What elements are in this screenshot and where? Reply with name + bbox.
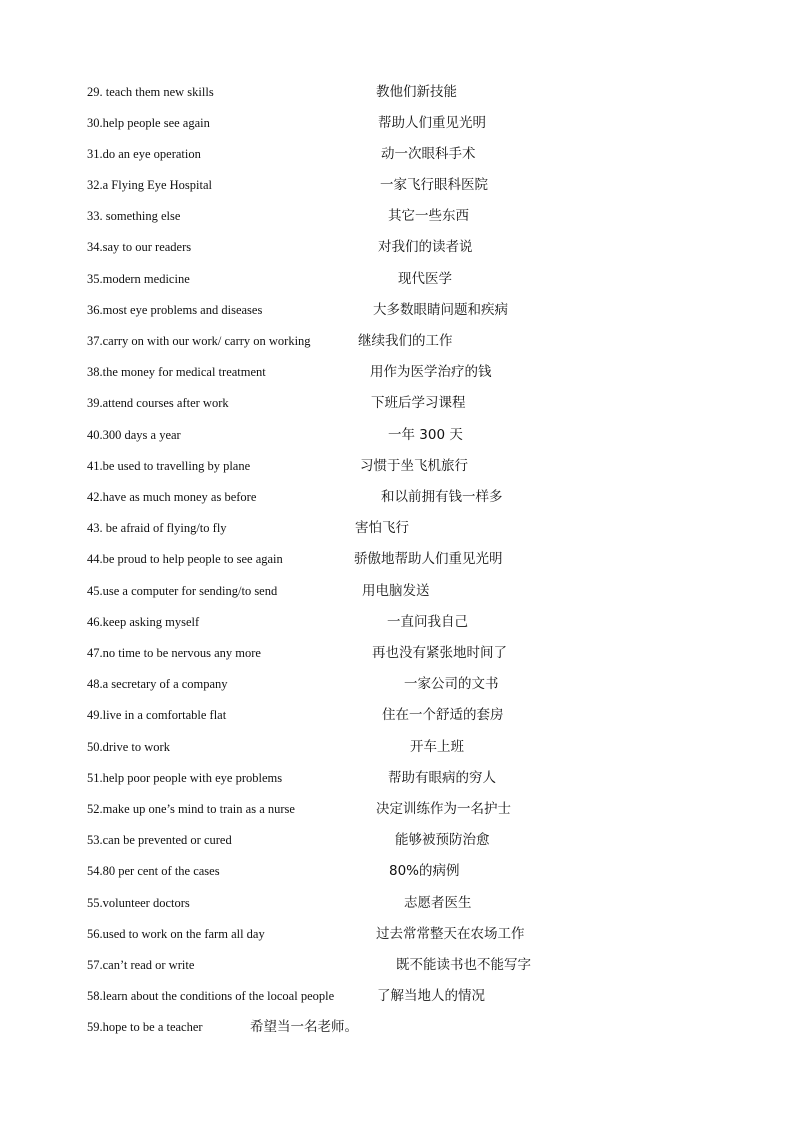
phrase-row [0, 487, 794, 507]
english-phrase: 38.the money for medical treatment [87, 365, 266, 379]
chinese-translation: 大多数眼睛问题和疾病 [373, 302, 508, 318]
phrase-row [0, 768, 794, 788]
chinese-translation: 用作为医学治疗的钱 [370, 364, 492, 380]
chinese-translation: 80%的病例 [389, 863, 460, 879]
english-phrase: 50.drive to work [87, 740, 170, 754]
english-phrase: 54.80 per cent of the cases [87, 864, 220, 878]
english-phrase: 35.modern medicine [87, 272, 190, 286]
english-phrase: 36.most eye problems and diseases [87, 303, 263, 317]
phrase-row [0, 549, 794, 569]
phrase-row [0, 705, 794, 725]
phrase-row [0, 674, 794, 694]
phrase-row [0, 331, 794, 351]
chinese-translation: 既不能读书也不能写字 [396, 957, 531, 973]
english-phrase: 37.carry on with our work/ carry on working [87, 334, 311, 348]
phrase-row [0, 799, 794, 819]
chinese-translation: 住在一个舒适的套房 [382, 707, 504, 723]
phrase-row [0, 643, 794, 663]
chinese-translation: 继续我们的工作 [358, 333, 453, 349]
chinese-translation: 现代医学 [398, 271, 452, 287]
chinese-translation: 帮助有眼病的穷人 [388, 770, 496, 786]
phrase-row [0, 924, 794, 944]
chinese-translation: 害怕飞行 [355, 520, 409, 536]
chinese-translation: 了解当地人的情况 [377, 988, 485, 1004]
english-phrase: 49.live in a comfortable flat [87, 708, 227, 722]
phrase-row [0, 456, 794, 476]
english-phrase: 59.hope to be a teacher [87, 1020, 203, 1034]
chinese-translation: 一直问我自己 [387, 614, 468, 630]
phrase-row [0, 830, 794, 850]
english-phrase: 57.can’t read or write [87, 958, 195, 972]
phrase-row [0, 737, 794, 757]
english-phrase: 32.a Flying Eye Hospital [87, 178, 212, 192]
phrase-row [0, 362, 794, 382]
english-phrase: 52.make up one’s mind to train as a nurse [87, 802, 295, 816]
phrase-row [0, 612, 794, 632]
phrase-row [0, 237, 794, 257]
english-phrase: 46.keep asking myself [87, 615, 200, 629]
chinese-translation: 和以前拥有钱一样多 [381, 489, 503, 505]
english-phrase: 43. be afraid of flying/to fly [87, 521, 227, 535]
chinese-translation: 一家公司的文书 [404, 676, 499, 692]
english-phrase: 45.use a computer for sending/to send [87, 584, 278, 598]
phrase-row [0, 82, 794, 102]
phrase-row [0, 300, 794, 320]
english-phrase: 41.be used to travelling by plane [87, 459, 251, 473]
chinese-translation: 对我们的读者说 [378, 239, 473, 255]
chinese-translation: 志愿者医生 [404, 895, 472, 911]
english-phrase: 29. teach them new skills [87, 85, 214, 99]
chinese-translation: 帮助人们重见光明 [378, 115, 486, 131]
phrase-row [0, 861, 794, 881]
phrase-row [0, 206, 794, 226]
phrase-row [0, 113, 794, 133]
phrase-row [0, 144, 794, 164]
phrase-row [0, 425, 794, 445]
phrase-row [0, 393, 794, 413]
english-phrase: 53.can be prevented or cured [87, 833, 232, 847]
chinese-translation: 过去常常整天在农场工作 [376, 926, 525, 942]
english-phrase: 51.help poor people with eye problems [87, 771, 283, 785]
phrase-row [0, 986, 794, 1006]
chinese-translation: 一家飞行眼科医院 [380, 177, 488, 193]
english-phrase: 44.be proud to help people to see again [87, 552, 283, 566]
phrase-row [0, 955, 794, 975]
chinese-translation: 再也没有紧张地时间了 [372, 645, 507, 661]
english-phrase: 31.do an eye operation [87, 147, 201, 161]
chinese-translation: 下班后学习课程 [371, 395, 466, 411]
chinese-translation: 其它一些东西 [388, 208, 469, 224]
phrase-row [0, 518, 794, 538]
phrase-row [0, 269, 794, 289]
chinese-translation: 能够被预防治愈 [395, 832, 490, 848]
chinese-translation: 动一次眼科手术 [381, 146, 476, 162]
english-phrase: 33. something else [87, 209, 181, 223]
english-phrase: 56.used to work on the farm all day [87, 927, 265, 941]
chinese-translation: 教他们新技能 [376, 84, 457, 100]
chinese-translation: 一年 300 天 [388, 427, 463, 443]
chinese-translation: 希望当一名老师。 [250, 1019, 358, 1035]
english-phrase: 39.attend courses after work [87, 396, 229, 410]
chinese-translation: 骄傲地帮助人们重见光明 [354, 551, 503, 567]
english-phrase: 30.help people see again [87, 116, 210, 130]
phrase-row [0, 893, 794, 913]
english-phrase: 47.no time to be nervous any more [87, 646, 261, 660]
chinese-translation: 习惯于坐飞机旅行 [360, 458, 468, 474]
phrase-row [0, 175, 794, 195]
phrase-row [0, 581, 794, 601]
chinese-translation: 开车上班 [410, 739, 464, 755]
english-phrase: 34.say to our readers [87, 240, 192, 254]
chinese-translation: 决定训练作为一名护士 [376, 801, 511, 817]
english-phrase: 55.volunteer doctors [87, 896, 190, 910]
english-phrase: 58.learn about the conditions of the locoal people [87, 989, 335, 1003]
chinese-translation: 用电脑发送 [362, 583, 430, 599]
english-phrase: 48.a secretary of a company [87, 677, 228, 691]
english-phrase: 42.have as much money as before [87, 490, 257, 504]
english-phrase: 40.300 days a year [87, 428, 181, 442]
phrase-row [0, 1017, 794, 1037]
